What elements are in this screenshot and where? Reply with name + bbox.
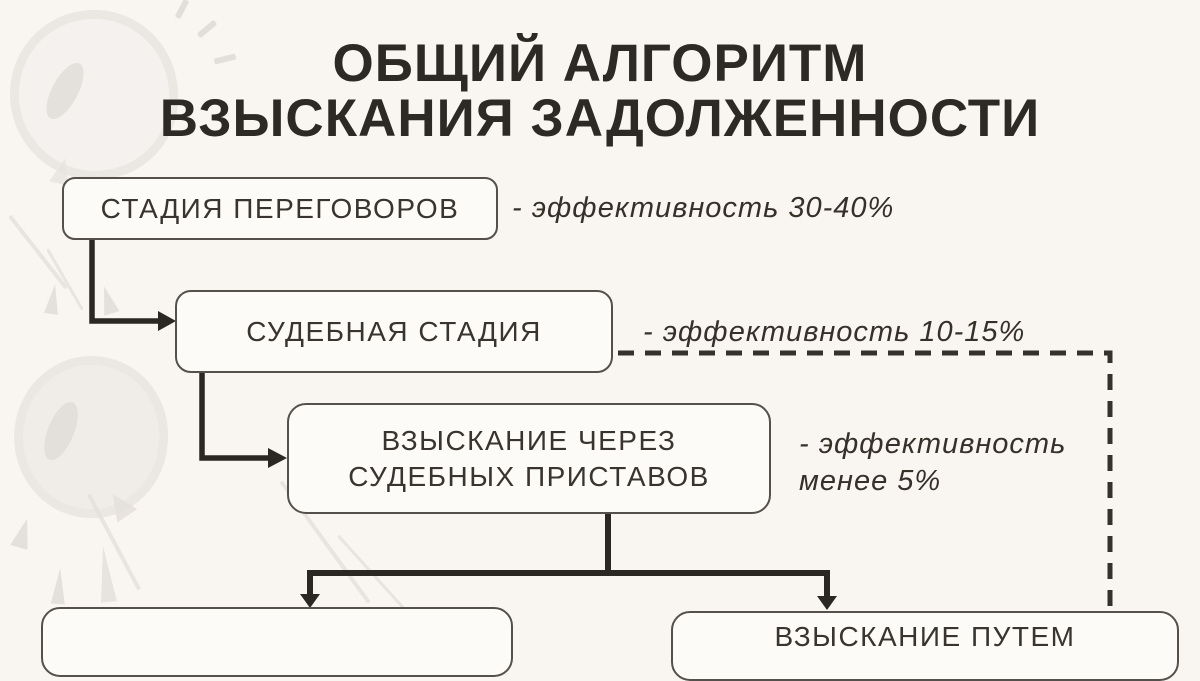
arrowhead-icon xyxy=(817,596,837,610)
node-bottom-left-cutoff xyxy=(41,607,513,677)
confetti-mark xyxy=(96,284,119,315)
page-title xyxy=(0,36,1200,146)
confetti-mark xyxy=(95,545,117,602)
string-streak xyxy=(8,215,68,290)
node-bailiffs-label xyxy=(348,423,710,495)
node-bailiffs-label-line-2: СУДЕБНЫХ ПРИСТАВОВ xyxy=(348,460,710,492)
annotation-court-effectiveness: - эффективность 10-15% xyxy=(643,316,1026,348)
page-title-line-2: ВЗЫСКАНИЯ ЗАДОЛЖЕННОСТИ xyxy=(159,89,1041,148)
node-negotiation-stage xyxy=(62,177,498,240)
arrowhead-icon xyxy=(268,448,287,468)
annotation-bailiffs-line-1: - эффективность xyxy=(799,428,1067,460)
node-court-label: СУДЕБНАЯ СТАДИЯ xyxy=(246,315,542,347)
annotation-negotiation-effectiveness: - эффективность 30-40% xyxy=(512,192,895,224)
page-title-line-1: ОБЩИЙ АЛГОРИТМ xyxy=(332,34,868,93)
node-bailiffs-label-line-1: ВЗЫСКАНИЕ ЧЕРЕЗ xyxy=(381,424,677,456)
node-collection-by-means-cutoff xyxy=(671,611,1179,681)
connector-bottom-split xyxy=(310,573,827,598)
annotation-bailiffs-effectiveness xyxy=(799,426,1089,500)
confetti-mark xyxy=(44,283,62,315)
node-bailiffs-collection xyxy=(287,403,771,514)
arrowhead-icon xyxy=(300,594,320,608)
spark-mark-icon xyxy=(175,0,190,19)
node-bottom-right-label: ВЗЫСКАНИЕ ПУТЕМ xyxy=(774,621,1076,652)
node-negotiation-label: СТАДИЯ ПЕРЕГОВОРОВ xyxy=(100,192,460,224)
arrowhead-icon xyxy=(158,311,176,331)
confetti-mark xyxy=(10,516,36,550)
node-court-stage xyxy=(175,290,613,373)
confetti-mark xyxy=(51,568,67,605)
connector-court-to-bailiffs xyxy=(202,371,270,458)
annotation-bailiffs-line-2: менее 5% xyxy=(799,465,942,497)
